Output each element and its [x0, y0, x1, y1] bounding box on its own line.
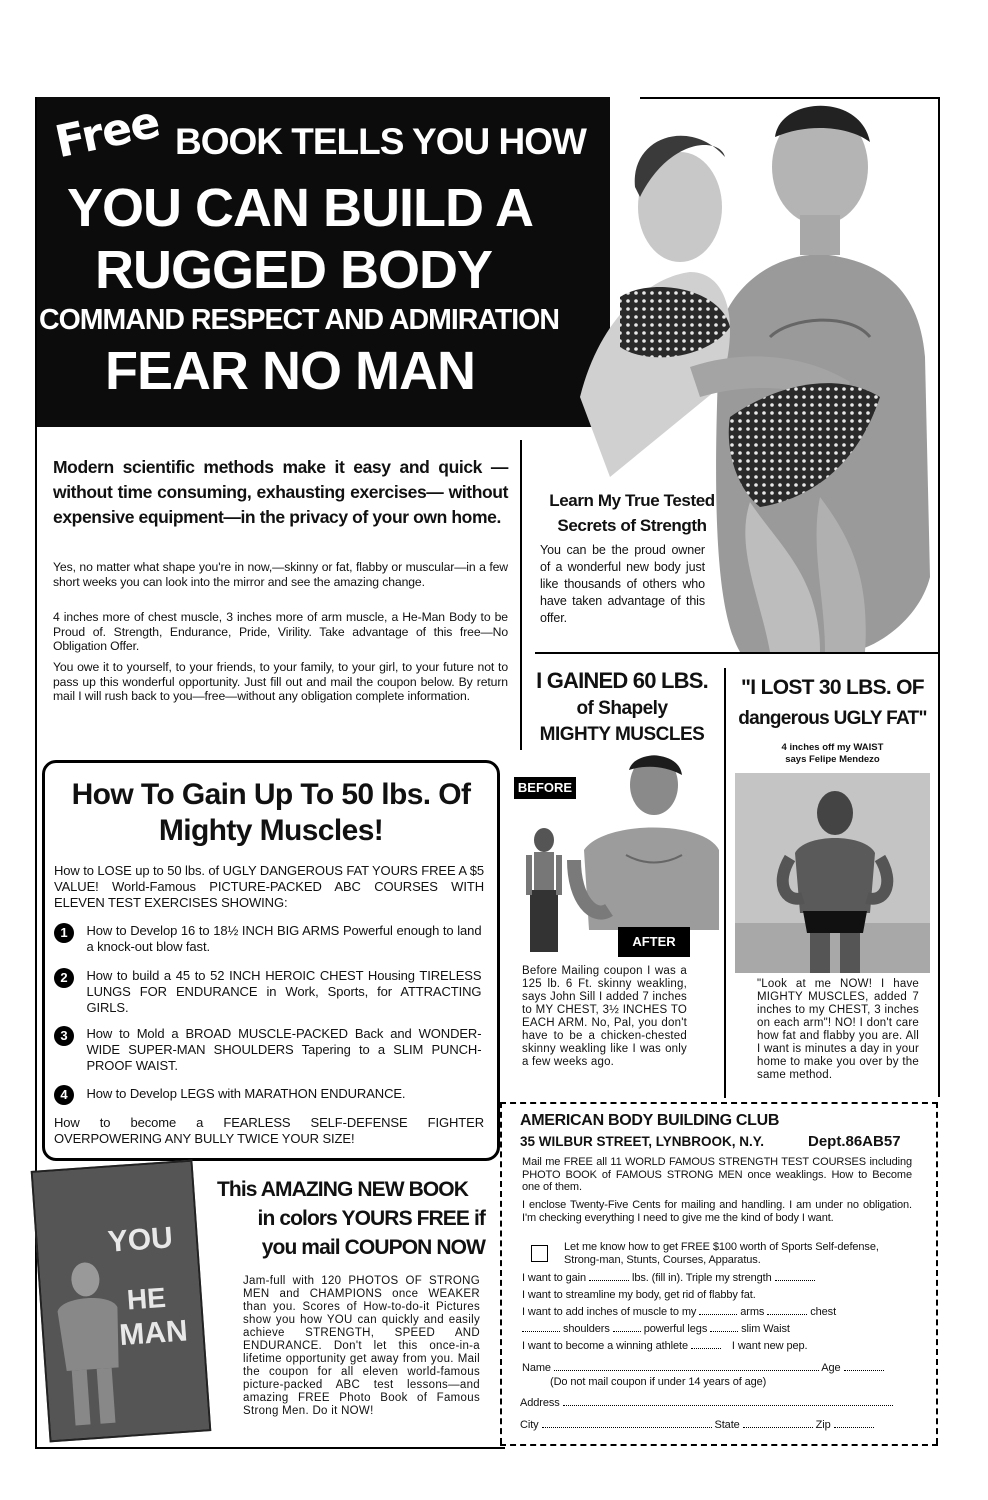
- mid-rule: [535, 652, 940, 654]
- gain-label-2: lbs. (fill in). Triple my strength: [631, 1272, 772, 1284]
- coupon-paragraph-2: I enclose Twenty-Five Cents for mailing and handling. I am under no obligation. I'm checking everything I need to give me the kind of body I want.: [522, 1199, 912, 1224]
- pep-label: I want new pep.: [731, 1340, 808, 1352]
- coupon-paragraph-1: Mail me FREE all 11 WORLD FAMOUS STRENGTH TEST COURSES including PHOTO BOOK of FAMOUS STRONG MEN once weaklings. How to Become one of them.: [522, 1156, 912, 1193]
- gain-item-text: How to Mold a BROAD MUSCLE-PACKED Back and WONDER-WIDE SUPER-MAN SHOULDERS Tapering to a SLIM PUNCH-PROOF WAIST.: [86, 1026, 482, 1073]
- intro-lead: Modern scientific methods make it easy and quick —without time consuming, exhausting exercises— without expensive equipment—in the privacy of your own home.: [53, 457, 508, 527]
- coupon-streamline-line: I want to streamline my body, get rid of flabby fat.: [522, 1289, 756, 1301]
- age-label: Age: [821, 1362, 841, 1374]
- athlete-field[interactable]: [691, 1348, 721, 1349]
- gain-item-4: [54, 1085, 484, 1105]
- gain-item-text: How to build a 45 to 52 INCH HEROIC CHEST Housing TIRELESS LUNGS FOR ENDURANCE in Work, Sports, for ATTRACTING GIRLS.: [86, 968, 482, 1015]
- state-label: State: [714, 1419, 740, 1431]
- lost-caption: "Look at me NOW! I have MIGHTY MUSCLES, added 7 inches to my CHEST, 3 inches on each arm"! NO! I don't care how fat and flabby you are. All I want is minutes a day in your home to make you over by the same method.: [757, 978, 919, 1081]
- gained-heading-3: MIGHTY MUSCLES: [539, 724, 705, 745]
- book-cover-he: HE: [125, 1281, 167, 1316]
- book-headline-2: in colors YOURS FREE if: [257, 1207, 485, 1230]
- book-cover-man: MAN: [118, 1314, 189, 1353]
- coupon-border-left: [500, 1102, 502, 1444]
- coupon-body-line: [522, 1322, 917, 1337]
- number-2-icon: 2: [54, 968, 74, 988]
- coupon-check-text: Let me know how to get FREE $100 worth of Sports Self-defense, Strong-man, Stunts, Courses, Apparatus.: [564, 1241, 879, 1266]
- gain-lbs-field[interactable]: [589, 1280, 629, 1281]
- coupon-border-bottom: [500, 1444, 938, 1446]
- lost-sub-1: 4 inches off my WAIST: [781, 742, 884, 753]
- intro-paragraph-2: 4 inches more of chest muscle, 3 inches more of arm muscle, a He-Man Body to be Proud of. Strength, Endurance, Pride, Virility. Take advantage of this free—No Obligation Offer.: [53, 610, 508, 654]
- age-field[interactable]: [844, 1370, 884, 1371]
- frame-top-right: [640, 97, 940, 99]
- coupon-dept: Dept.86AB57: [808, 1133, 901, 1150]
- lost-heading-1: "I LOST 30 LBS. OF: [741, 676, 924, 699]
- state-field[interactable]: [743, 1427, 813, 1428]
- coupon-athlete-line: [522, 1339, 917, 1354]
- shoulders-field[interactable]: [522, 1331, 560, 1332]
- intro-paragraph-1: Yes, no matter what shape you're in now,—skinny or fat, flabby or muscular—in a few short weeks you can look into the mirror and see the amazing change.: [53, 560, 508, 589]
- coupon-border-top: [500, 1102, 938, 1104]
- gain-box-title: How To Gain Up To 50 lbs. Of Mighty Muscles!: [71, 778, 471, 847]
- coupon-address: 35 WILBUR STREET, LYNBROOK, N.Y.: [520, 1134, 765, 1149]
- gain-item-1: [54, 923, 484, 956]
- address-label: Address: [520, 1397, 560, 1409]
- headline-line2: YOU CAN BUILD A: [67, 178, 533, 238]
- sports-checkbox[interactable]: [531, 1245, 548, 1262]
- headline-line3: RUGGED BODY: [95, 240, 493, 300]
- arms-field[interactable]: [699, 1314, 737, 1315]
- shoulders-label: shoulders: [562, 1323, 610, 1335]
- felipe-illustration: [735, 773, 930, 973]
- strength-field[interactable]: [775, 1280, 815, 1281]
- frame-bottom: [35, 1447, 505, 1449]
- waist-field[interactable]: [710, 1331, 738, 1332]
- secrets-title: Learn My True Tested Secrets of Strength: [549, 491, 715, 535]
- secrets-divider: [520, 440, 522, 752]
- coupon-border-right: [936, 1102, 938, 1444]
- book-headline-3: you mail COUPON NOW: [261, 1236, 485, 1259]
- coupon-age-note: (Do not mail coupon if under 14 years of age): [550, 1376, 767, 1388]
- coupon-gain-line: [522, 1271, 917, 1286]
- gain-item-text: How to Develop 16 to 18½ INCH BIG ARMS Powerful enough to land a knock-out blow fast.: [86, 923, 482, 954]
- chest-label: chest: [810, 1306, 837, 1318]
- athlete-label: I want to become a winning athlete: [522, 1340, 688, 1352]
- frame-right: [938, 97, 940, 1097]
- name-label: Name: [522, 1362, 551, 1374]
- gain-item-3: [54, 1026, 484, 1075]
- gain-item-text: How to Develop LEGS with MARATHON ENDURANCE.: [86, 1086, 406, 1101]
- book-cover: [31, 1160, 212, 1443]
- intro-paragraph-3: You owe it to yourself, to your friends, to your family, to your girl, to your future not to pass up this wonderful opportunity. Just fill out and mail the coupon below. By return mail I will rush back to you—free—without any obligation complete information.: [53, 660, 508, 704]
- legs-field[interactable]: [613, 1331, 641, 1332]
- coupon-name-line: [522, 1361, 917, 1376]
- lost-sub-2: says Felipe Mendezo: [785, 754, 880, 765]
- gain-label: I want to gain: [522, 1272, 587, 1284]
- legs-label: powerful legs: [643, 1323, 708, 1335]
- coupon-address-line: [520, 1396, 915, 1411]
- name-field[interactable]: [554, 1370, 819, 1371]
- headline-free: Free: [50, 96, 164, 169]
- mid-vertical-divider: [724, 668, 726, 1098]
- number-3-icon: 3: [54, 1026, 74, 1046]
- chest-field[interactable]: [767, 1314, 807, 1315]
- add-label: I want to add inches of muscle to my: [522, 1306, 697, 1318]
- gain-box-intro: How to LOSE up to 50 lbs. of UGLY DANGEROUS FAT YOURS FREE A $5 VALUE! World-Famous PICTURE-PACKED ABC COURSES WITH ELEVEN TEST EXERCISES SHOWING:: [54, 863, 484, 910]
- headline-line1: BOOK TELLS YOU HOW: [175, 121, 586, 162]
- address-field[interactable]: [563, 1405, 893, 1406]
- headline-line4: COMMAND RESPECT AND ADMIRATION: [39, 304, 559, 336]
- gained-heading-1: I GAINED 60 LBS.: [536, 668, 708, 693]
- gained-heading-2: of Shapely: [576, 698, 668, 719]
- after-label: AFTER: [618, 927, 690, 957]
- number-1-icon: 1: [54, 923, 74, 943]
- book-cover-illustration: [33, 1162, 209, 1440]
- gain-box: [42, 760, 500, 1161]
- lost-heading-2: dangerous UGLY FAT": [738, 708, 927, 729]
- waist-label: slim Waist: [741, 1323, 790, 1335]
- secrets-body: You can be the proud owner of a wonderful new body just like thousands of others who have taken advantage of this offer.: [540, 543, 705, 625]
- coupon-club-name: AMERICAN BODY BUILDING CLUB: [520, 1112, 780, 1129]
- number-4-icon: 4: [54, 1085, 74, 1105]
- headline-line5: FEAR NO MAN: [105, 341, 475, 401]
- gained-caption: Before Mailing coupon I was a 125 lb. 6 Ft. skinny weakling, says John Sill I added 7 inches to MY CHEST, 3½ INCHES TO EACH ARM. No, Pal, you don't have to be a chicken-chested skinny weakling like I was only a few weeks ago.: [522, 965, 687, 1068]
- zip-label: Zip: [815, 1419, 831, 1431]
- felipe-photo: [735, 773, 930, 973]
- city-label: City: [520, 1419, 539, 1431]
- coupon-city-line: [520, 1418, 915, 1433]
- gain-item-2: [54, 968, 484, 1017]
- book-headline-1: This AMAZING NEW BOOK: [217, 1178, 468, 1201]
- before-after-photo: [514, 750, 719, 960]
- city-field[interactable]: [542, 1427, 712, 1428]
- book-body: Jam-full with 120 PHOTOS OF STRONG MEN and CHAMPIONS once WEAKER than you. Scores of How-to-do-it Pictures show you how YOU can quickly and easily achieve STRENGTH, SPEED AND ENDURANCE. Don't let this once-in-a lifetime opportunity get away from you. Mail the coupon for all eleven world-famous picture-packed ABC test lessons—and amazing FREE Photo Book of Famous Strong Men. Do it NOW!: [243, 1275, 480, 1417]
- before-label: BEFORE: [514, 777, 576, 799]
- gain-box-outro: How to become a FEARLESS SELF-DEFENSE FIGHTER OVERPOWERING ANY BULLY TWICE YOUR SIZE!: [54, 1115, 484, 1146]
- coupon-add-line: [522, 1305, 917, 1320]
- book-cover-you: YOU: [106, 1221, 174, 1259]
- zip-field[interactable]: [834, 1427, 874, 1428]
- arms-label: arms: [740, 1306, 765, 1318]
